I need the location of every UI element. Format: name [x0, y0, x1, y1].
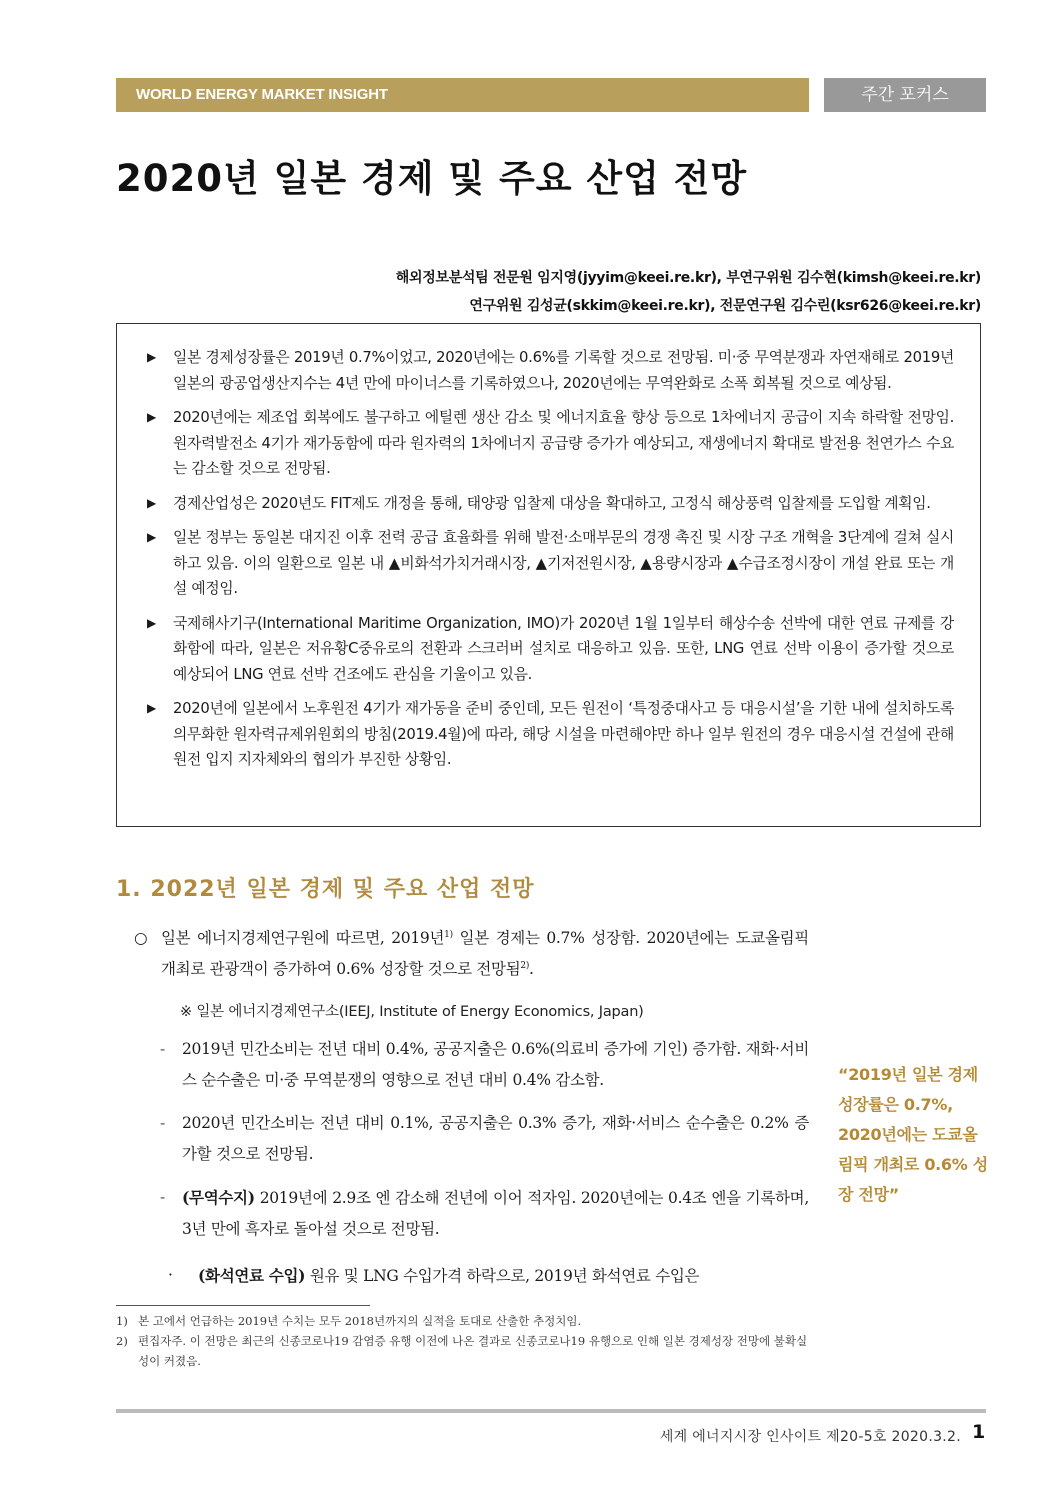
page-number: 1 — [972, 1421, 986, 1443]
arrow-icon: ▶ — [147, 495, 156, 510]
dash-item-trade — [160, 1182, 809, 1245]
main-bullet-part-1: 일본 에너지경제연구원에 따르면, 2019년 — [161, 929, 445, 947]
footnotes — [116, 1311, 816, 1371]
summary-text: 일본 정부는 동일본 대지진 이후 전력 공급 효율화를 위해 발전·소매부문의 경쟁 촉진 및 시장 구조 개혁을 3단계에 걸쳐 실시하고 있음. 이의 일환으로 일본 내 ▲비화석가치거래시장, ▲기저전원시장, ▲용량시장과 ▲수급조정시장이 개설 완료 또는 개설 예정임. — [173, 529, 954, 597]
summary-text: 2020년에는 제조업 회복에도 불구하고 에틸렌 생산 감소 및 에너지효율 향상 등으로 1차에너지 공급이 지속 하락할 전망임. 원자력발전소 4기가 재가동함에 따라 원자력의 1차에너지 공급량 증가가 예상되고, 재생에너지 확대로 발전용 천연가스 수요는 감소할 것으로 전망됨. — [173, 409, 954, 477]
arrow-icon: ▶ — [147, 701, 156, 715]
dot-bullet-icon: · — [168, 1266, 173, 1284]
summary-text: 경제산업성은 2020년도 FIT제도 개정을 통해, 태양광 입찰제 대상을 확대하고, 고정식 해상풍력 입찰제를 도입할 계획임. — [173, 494, 931, 512]
summary-item — [147, 611, 954, 688]
arrow-icon: ▶ — [147, 350, 156, 364]
page-title: 2020년 일본 경제 및 주요 산업 전망 — [116, 157, 748, 200]
main-bullet-part-2: 일본 경제는 0.7% 성장함. 2020년에는 도쿄올림픽 개최로 관광객이 증가하여 0.6% 성장할 것으로 전망됨 — [161, 929, 809, 978]
summary-text: 국제해사기구(International Maritime Organization, IMO)가 2020년 1월 1일부터 해상수송 선박에 대한 연료 규제를 강화함에 따라, 일본은 저유황C중유로의 전환과 스크러버 설치로 대응하고 있음. 또한, LNG 연료 선박 이용이 증가할 것으로 예상되어 LNG 연료 선박 건조에도 관심을 기울이고 있음. — [173, 614, 954, 683]
dash-bullet-icon: - — [160, 1040, 165, 1058]
dash-item — [160, 1034, 809, 1096]
trade-label: (무역수지) — [182, 1188, 255, 1207]
footnote-1 — [116, 1311, 816, 1331]
footnote-text: 편집자주. 이 전망은 최근의 신종코로나19 감염증 유행 이전에 나온 결과로 신종코로나19 유행으로 인해 일본 경제성장 전망에 불확실성이 커졌음. — [138, 1334, 808, 1368]
author-line-1: 해외정보분석팀 전문원 임지영(jyyim@keei.re.kr), 부연구위원 김수현(kimsh@keei.re.kr) — [395, 270, 981, 286]
fossil-text: 원유 및 LNG 수입가격 하락으로, 2019년 화석연료 수입은 — [305, 1267, 700, 1285]
footnote-2 — [116, 1331, 816, 1371]
main-bullet-part-3: . — [529, 960, 534, 978]
circle-bullet-icon: ○ — [134, 929, 148, 947]
author-line-2: 연구위원 김성균(skkim@keei.re.kr), 전문연구원 김수린(ksr626@keei.re.kr) — [469, 298, 981, 314]
footnote-number: 2) — [116, 1334, 128, 1348]
summary-item — [147, 491, 954, 517]
trade-text: 2019년에 2.9조 엔 감소해 전년에 이어 적자임. 2020년에는 0.4조 엔을 기록하며, 3년 만에 흑자로 돌아설 것으로 전망됨. — [182, 1189, 809, 1238]
footnote-number: 1) — [116, 1314, 128, 1328]
footnote-ref-2[interactable]: 2) — [520, 960, 530, 971]
summary-text: 2020년에 일본에서 노후원전 4기가 재가동을 준비 중인데, 모든 원전이 ‘특정중대사고 등 대응시설’을 기한 내에 설치하도록 의무화한 원자력규제위원회의 방침(2019.4월)에 따라, 해당 시설을 마련해야만 하나 일부 원전의 경우 대응시설 건설에 관해 원전 입지 지자체와의 협의가 부진한 상황임. — [173, 700, 954, 768]
section-heading: 1. 2022년 일본 경제 및 주요 산업 전망 — [116, 877, 535, 902]
dash-bullet-icon: - — [160, 1188, 165, 1206]
dot-item — [168, 1260, 809, 1292]
arrow-icon: ▶ — [147, 410, 156, 424]
footnote-ref-1[interactable]: 1) — [444, 929, 453, 940]
arrow-icon: ▶ — [147, 615, 156, 630]
footnote-text: 본 고에서 언급하는 2019년 수치는 모두 2018년까지의 실적을 토대로 산출한 추정치임. — [138, 1314, 582, 1328]
dot-item-text — [168, 1260, 809, 1292]
pull-quote: “2019년 일본 경제성장률은 0.7%, 2020년에는 도쿄올림픽 개최로 0.6% 성장 전망” — [838, 1065, 988, 1204]
footer-publication: 세계 에너지시장 인사이트 제20-5호 2020.3.2. — [659, 1429, 961, 1445]
footnote-divider — [116, 1305, 370, 1306]
main-bullet-text — [134, 923, 809, 985]
summary-item — [147, 405, 954, 482]
section-tag: 주간 포커스 — [824, 78, 986, 112]
fossil-label: (화석연료 수입) — [198, 1266, 306, 1285]
summary-text: 일본 경제성장률은 2019년 0.7%이었고, 2020년에는 0.6%를 기록할 것으로 전망됨. 미·중 무역분쟁과 자연재해로 2019년 일본의 광공업생산지수는 4년 만에 마이너스를 기록하였으나, 2020년에는 무역완화로 소폭 회복될 것으로 예상됨. — [173, 349, 954, 392]
note-line: ※ 일본 에너지경제연구소(IEEJ, Institute of Energy Economics, Japan) — [180, 1004, 644, 1020]
dash-item-text: 2019년 민간소비는 전년 대비 0.4%, 공공지출은 0.6%(의료비 증가에 기인) 증가함. 재화·서비스 순수출은 미·중 무역분쟁의 영향으로 전년 대비 0.4% 감소함. — [182, 1040, 809, 1089]
summary-item — [147, 696, 954, 773]
summary-item — [147, 345, 954, 396]
arrow-icon: ▶ — [147, 530, 156, 544]
dash-item-text — [160, 1182, 809, 1245]
summary-box — [116, 323, 981, 827]
main-bullet — [134, 923, 809, 985]
dash-bullet-icon: - — [160, 1114, 165, 1132]
summary-item — [147, 525, 954, 602]
header-bar: WORLD ENERGY MARKET INSIGHT — [116, 78, 809, 112]
dash-item — [160, 1108, 809, 1170]
footer-divider — [116, 1409, 986, 1413]
dash-item-text: 2020년 민간소비는 전년 대비 0.1%, 공공지출은 0.3% 증가, 재화·서비스 순수출은 0.2% 증가할 것으로 전망됨. — [182, 1114, 809, 1163]
